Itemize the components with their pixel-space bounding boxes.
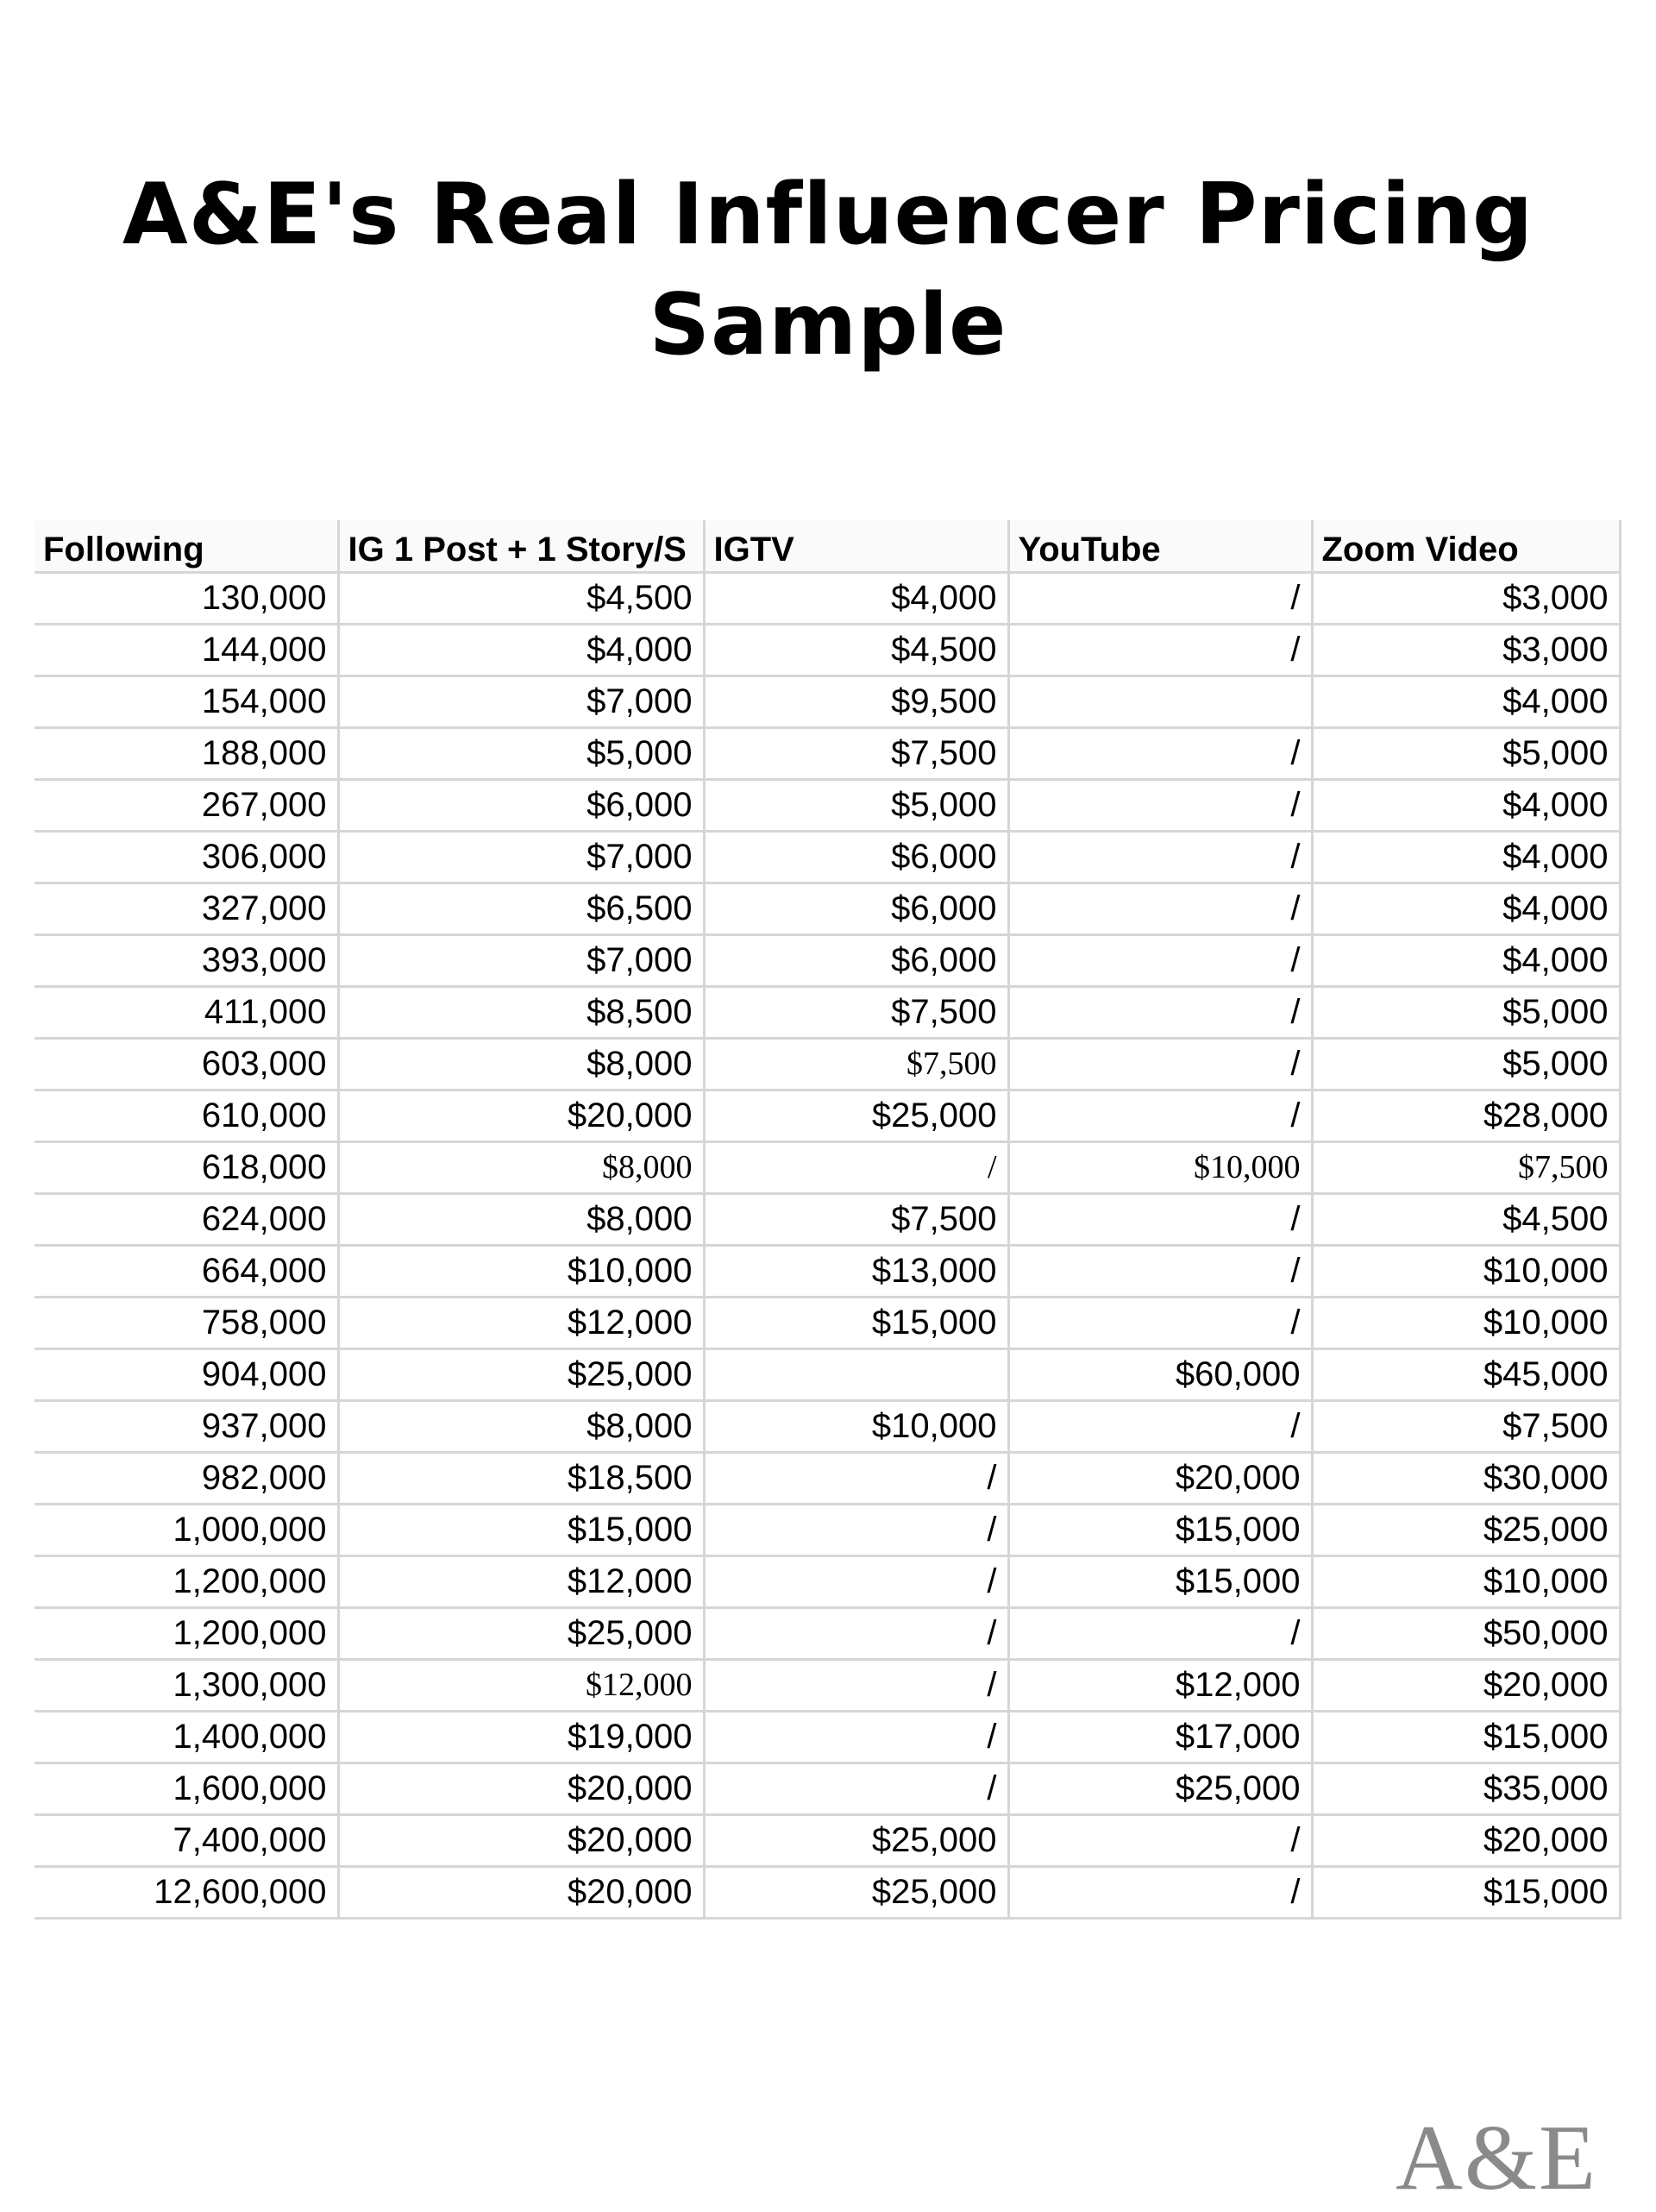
igtv-cell <box>704 1348 1008 1400</box>
ig-post-story-cell: $4,500 <box>338 572 704 624</box>
igtv-cell: / <box>704 1711 1008 1763</box>
zoom-video-cell: $4,500 <box>1312 1193 1620 1245</box>
table-row <box>34 779 1620 831</box>
ig-post-story-cell: $6,000 <box>338 779 704 831</box>
igtv-cell: $6,000 <box>704 883 1008 934</box>
header-youtube: YouTube <box>1008 520 1312 572</box>
youtube-cell: / <box>1008 1090 1312 1141</box>
youtube-cell: / <box>1008 883 1312 934</box>
igtv-cell: $6,000 <box>704 934 1008 986</box>
following-cell: 1,000,000 <box>34 1504 338 1555</box>
following-cell: 982,000 <box>34 1452 338 1504</box>
igtv-cell: / <box>704 1504 1008 1555</box>
zoom-video-cell: $28,000 <box>1312 1090 1620 1141</box>
following-cell: 154,000 <box>34 676 338 727</box>
table-body <box>34 572 1620 1918</box>
table-row <box>34 1245 1620 1297</box>
youtube-cell <box>1008 676 1312 727</box>
igtv-cell: / <box>704 1141 1008 1193</box>
ig-post-story-cell: $18,500 <box>338 1452 704 1504</box>
following-cell: 904,000 <box>34 1348 338 1400</box>
zoom-video-cell: $10,000 <box>1312 1245 1620 1297</box>
table-row <box>34 1607 1620 1659</box>
igtv-cell: / <box>704 1763 1008 1814</box>
igtv-cell: $7,500 <box>704 1038 1008 1090</box>
igtv-cell: $7,500 <box>704 1193 1008 1245</box>
header-igtv: IGTV <box>704 520 1008 572</box>
table-row <box>34 1504 1620 1555</box>
youtube-cell: / <box>1008 1866 1312 1918</box>
youtube-cell: $17,000 <box>1008 1711 1312 1763</box>
zoom-video-cell: $50,000 <box>1312 1607 1620 1659</box>
following-cell: 327,000 <box>34 883 338 934</box>
igtv-cell: / <box>704 1659 1008 1711</box>
table-row <box>34 986 1620 1038</box>
ig-post-story-cell: $12,000 <box>338 1555 704 1607</box>
youtube-cell: / <box>1008 1400 1312 1452</box>
pricing-table <box>34 520 1622 1920</box>
table-row <box>34 1400 1620 1452</box>
zoom-video-cell: $5,000 <box>1312 727 1620 779</box>
igtv-cell: $4,000 <box>704 572 1008 624</box>
table-row <box>34 1814 1620 1866</box>
table-row <box>34 572 1620 624</box>
zoom-video-cell: $3,000 <box>1312 572 1620 624</box>
table-row <box>34 676 1620 727</box>
zoom-video-cell: $3,000 <box>1312 624 1620 676</box>
following-cell: 618,000 <box>34 1141 338 1193</box>
zoom-video-cell: $45,000 <box>1312 1348 1620 1400</box>
following-cell: 144,000 <box>34 624 338 676</box>
zoom-video-cell: $20,000 <box>1312 1814 1620 1866</box>
igtv-cell: / <box>704 1607 1008 1659</box>
table-row <box>34 624 1620 676</box>
table-row <box>34 1452 1620 1504</box>
following-cell: 306,000 <box>34 831 338 883</box>
table-row <box>34 883 1620 934</box>
igtv-cell: $13,000 <box>704 1245 1008 1297</box>
ig-post-story-cell: $7,000 <box>338 831 704 883</box>
zoom-video-cell: $4,000 <box>1312 883 1620 934</box>
table-row <box>34 1555 1620 1607</box>
igtv-cell: / <box>704 1555 1008 1607</box>
table-row <box>34 1866 1620 1918</box>
ig-post-story-cell: $4,000 <box>338 624 704 676</box>
header-row <box>34 520 1620 572</box>
ig-post-story-cell: $20,000 <box>338 1814 704 1866</box>
title-line-2: Sample <box>649 276 1007 374</box>
table-row <box>34 1297 1620 1348</box>
table-row <box>34 727 1620 779</box>
table-row <box>34 1038 1620 1090</box>
table-row <box>34 1193 1620 1245</box>
following-cell: 130,000 <box>34 572 338 624</box>
ig-post-story-cell: $5,000 <box>338 727 704 779</box>
zoom-video-cell: $4,000 <box>1312 779 1620 831</box>
igtv-cell: $25,000 <box>704 1090 1008 1141</box>
igtv-cell: $10,000 <box>704 1400 1008 1452</box>
table-row <box>34 1763 1620 1814</box>
youtube-cell: $25,000 <box>1008 1763 1312 1814</box>
ig-post-story-cell: $8,000 <box>338 1193 704 1245</box>
following-cell: 664,000 <box>34 1245 338 1297</box>
youtube-cell: $12,000 <box>1008 1659 1312 1711</box>
ig-post-story-cell: $8,000 <box>338 1038 704 1090</box>
following-cell: 937,000 <box>34 1400 338 1452</box>
ig-post-story-cell: $10,000 <box>338 1245 704 1297</box>
igtv-cell: $5,000 <box>704 779 1008 831</box>
zoom-video-cell: $10,000 <box>1312 1555 1620 1607</box>
youtube-cell: / <box>1008 779 1312 831</box>
table-row <box>34 831 1620 883</box>
title-line-1: A&E's Real Influencer Pricing <box>122 166 1534 264</box>
igtv-cell: $15,000 <box>704 1297 1008 1348</box>
youtube-cell: $60,000 <box>1008 1348 1312 1400</box>
youtube-cell: / <box>1008 727 1312 779</box>
youtube-cell: / <box>1008 831 1312 883</box>
zoom-video-cell: $4,000 <box>1312 934 1620 986</box>
following-cell: 12,600,000 <box>34 1866 338 1918</box>
zoom-video-cell: $5,000 <box>1312 1038 1620 1090</box>
youtube-cell: $10,000 <box>1008 1141 1312 1193</box>
ig-post-story-cell: $25,000 <box>338 1607 704 1659</box>
youtube-cell: $15,000 <box>1008 1504 1312 1555</box>
ig-post-story-cell: $20,000 <box>338 1090 704 1141</box>
following-cell: 393,000 <box>34 934 338 986</box>
ig-post-story-cell: $8,000 <box>338 1141 704 1193</box>
youtube-cell: $20,000 <box>1008 1452 1312 1504</box>
following-cell: 610,000 <box>34 1090 338 1141</box>
zoom-video-cell: $7,500 <box>1312 1400 1620 1452</box>
igtv-cell: $4,500 <box>704 624 1008 676</box>
zoom-video-cell: $20,000 <box>1312 1659 1620 1711</box>
pricing-table-container <box>34 520 1620 1920</box>
igtv-cell: $7,500 <box>704 727 1008 779</box>
youtube-cell: / <box>1008 1193 1312 1245</box>
youtube-cell: / <box>1008 1245 1312 1297</box>
table-row <box>34 1090 1620 1141</box>
ig-post-story-cell: $8,000 <box>338 1400 704 1452</box>
zoom-video-cell: $30,000 <box>1312 1452 1620 1504</box>
zoom-video-cell: $4,000 <box>1312 676 1620 727</box>
ig-post-story-cell: $25,000 <box>338 1348 704 1400</box>
youtube-cell: / <box>1008 986 1312 1038</box>
youtube-cell: / <box>1008 1038 1312 1090</box>
igtv-cell: $7,500 <box>704 986 1008 1038</box>
ig-post-story-cell: $20,000 <box>338 1763 704 1814</box>
header-following: Following <box>34 520 338 572</box>
following-cell: 603,000 <box>34 1038 338 1090</box>
youtube-cell: / <box>1008 624 1312 676</box>
ig-post-story-cell: $15,000 <box>338 1504 704 1555</box>
ig-post-story-cell: $20,000 <box>338 1866 704 1918</box>
youtube-cell: / <box>1008 1297 1312 1348</box>
igtv-cell: $25,000 <box>704 1866 1008 1918</box>
table-row <box>34 934 1620 986</box>
following-cell: 188,000 <box>34 727 338 779</box>
following-cell: 624,000 <box>34 1193 338 1245</box>
igtv-cell: $25,000 <box>704 1814 1008 1866</box>
youtube-cell: / <box>1008 572 1312 624</box>
zoom-video-cell: $35,000 <box>1312 1763 1620 1814</box>
following-cell: 758,000 <box>34 1297 338 1348</box>
table-row <box>34 1711 1620 1763</box>
header-ig-post-story: IG 1 Post + 1 Story/S <box>338 520 704 572</box>
zoom-video-cell: $10,000 <box>1312 1297 1620 1348</box>
zoom-video-cell: $5,000 <box>1312 986 1620 1038</box>
zoom-video-cell: $7,500 <box>1312 1141 1620 1193</box>
zoom-video-cell: $15,000 <box>1312 1711 1620 1763</box>
ae-logo: A&E <box>1396 2107 1597 2209</box>
igtv-cell: $9,500 <box>704 676 1008 727</box>
zoom-video-cell: $15,000 <box>1312 1866 1620 1918</box>
header-zoom-video: Zoom Video <box>1312 520 1620 572</box>
following-cell: 267,000 <box>34 779 338 831</box>
ig-post-story-cell: $8,500 <box>338 986 704 1038</box>
following-cell: 1,200,000 <box>34 1555 338 1607</box>
youtube-cell: $15,000 <box>1008 1555 1312 1607</box>
following-cell: 1,200,000 <box>34 1607 338 1659</box>
ig-post-story-cell: $12,000 <box>338 1297 704 1348</box>
table-row <box>34 1659 1620 1711</box>
youtube-cell: / <box>1008 934 1312 986</box>
following-cell: 411,000 <box>34 986 338 1038</box>
following-cell: 7,400,000 <box>34 1814 338 1866</box>
ig-post-story-cell: $7,000 <box>338 676 704 727</box>
youtube-cell: / <box>1008 1607 1312 1659</box>
zoom-video-cell: $4,000 <box>1312 831 1620 883</box>
ig-post-story-cell: $19,000 <box>338 1711 704 1763</box>
following-cell: 1,400,000 <box>34 1711 338 1763</box>
zoom-video-cell: $25,000 <box>1312 1504 1620 1555</box>
igtv-cell: $6,000 <box>704 831 1008 883</box>
ig-post-story-cell: $7,000 <box>338 934 704 986</box>
following-cell: 1,600,000 <box>34 1763 338 1814</box>
table-row <box>34 1141 1620 1193</box>
following-cell: 1,300,000 <box>34 1659 338 1711</box>
ig-post-story-cell: $6,500 <box>338 883 704 934</box>
ig-post-story-cell: $12,000 <box>338 1659 704 1711</box>
igtv-cell: / <box>704 1452 1008 1504</box>
youtube-cell: / <box>1008 1814 1312 1866</box>
table-row <box>34 1348 1620 1400</box>
page-title <box>0 160 1656 380</box>
